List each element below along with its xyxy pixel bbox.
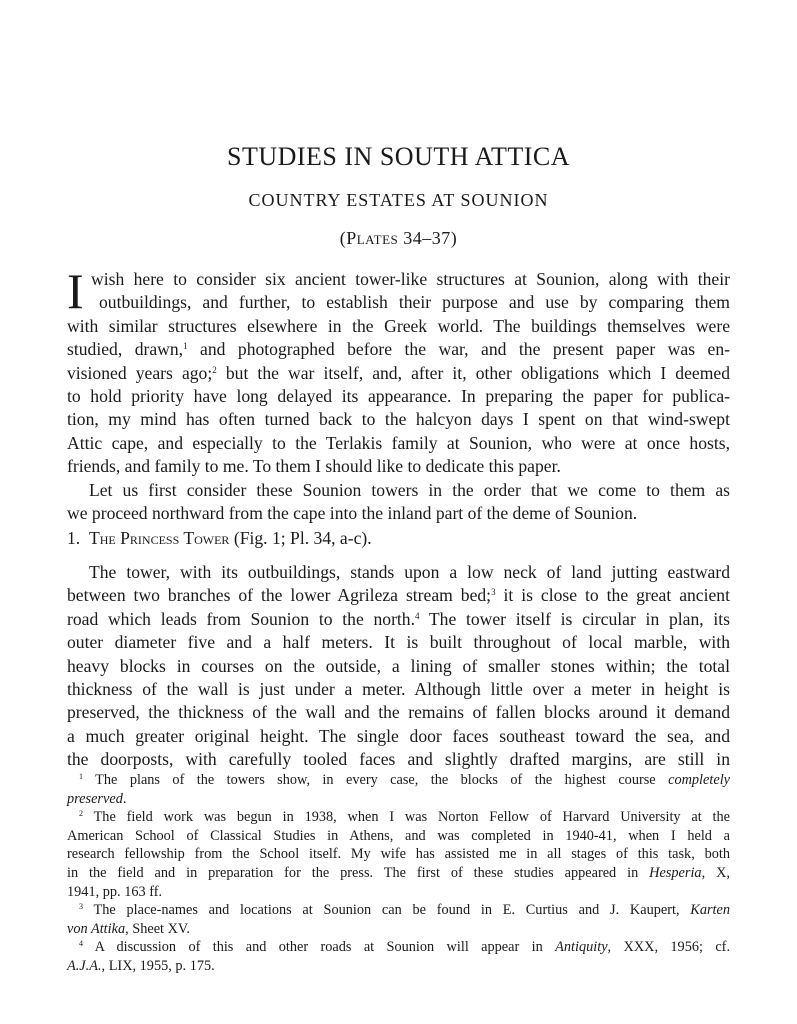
footnote-ref[interactable]: 4 xyxy=(415,610,420,621)
footnote-ref[interactable]: 2 xyxy=(212,364,217,375)
text-line: we proceed northward from the cape into the inland part of the deme of Sounion. xyxy=(67,503,638,524)
section-paragraph xyxy=(67,561,730,772)
section-refs: (Fig. 1; Pl. 34, a-c). xyxy=(233,528,372,548)
text-line: visioned years ago;$^2$ but the war itself, and, after it, other obligations which I deemed xyxy=(67,362,731,383)
footnote-3: $^3$ The place-names and locations at Sounion can be found in E. Curtius and J. Kaupert, Karten xyxy=(79,902,730,919)
text-line: studied, drawn,$^1$ and photographed before the war, and the present paper was en- xyxy=(67,339,730,360)
section-heading: 1. The Princess Tower (Fig. 1; Pl. 34, a-c). xyxy=(67,528,372,548)
text-line: outbuildings, and further, to establish their purpose and use by comparing them xyxy=(99,292,730,313)
footnote-mark: 1 xyxy=(79,772,83,781)
footnote-mark: 3 xyxy=(79,902,83,912)
text-line: a much greater original height. The single door faces southeast toward the sea, and xyxy=(67,725,730,746)
footnote-line: in the field and in preparation for the press. The first of these studies appeared in Hesperia, X, xyxy=(67,864,730,881)
article-title: STUDIES IN SOUTH ATTICA xyxy=(227,142,570,171)
text-line: tion, my mind has often turned back to the halcyon days I spent on that wind-swept xyxy=(67,409,730,430)
footnote-2: $^2$ The field work was begun in 1938, when I was Norton Fellow of Harvard University at the xyxy=(79,809,730,826)
text-line: the doorposts, with carefully tooled faces and slightly drafted margins, are still in xyxy=(67,749,730,770)
text-line: Let us first consider these Sounion towers in the order that we come to them as xyxy=(89,479,730,500)
text-line: wish here to consider six ancient tower-like structures at Sounion, along with their xyxy=(91,269,730,289)
footnote-line: American School of Classical Studies in Athens, and was completed in 1940-41, when I held a xyxy=(67,827,730,844)
plates-reference xyxy=(0,228,797,249)
text-line: The tower, with its outbuildings, stands upon a low neck of land jutting eastward xyxy=(89,562,730,582)
footnote-1: $^1$ The plans of the towers show, in every case, the blocks of the highest course completely xyxy=(79,772,731,788)
article-subtitle: COUNTRY ESTATES AT SOUNION xyxy=(248,190,549,210)
text-line: thickness of the wall is just under a meter. Although little over a meter in height is xyxy=(67,679,730,700)
text-line: between two branches of the lower Agrileza stream bed;$^3$ it is close to the great ancient xyxy=(67,585,730,606)
text-line: friends, and family to me. To them I should like to dedicate this paper. xyxy=(67,456,561,477)
footnotes xyxy=(67,771,730,976)
plates-range: 34–37) xyxy=(403,228,458,248)
footnote-ref[interactable]: 3 xyxy=(491,587,496,598)
text-line: heavy blocks in courses on the outside, a lining of smaller stones within; the total xyxy=(67,655,730,676)
text-line: with similar structures elsewhere in the Greek world. The buildings themselves were xyxy=(67,315,730,336)
footnote-line: research fellowship from the School itself. My wife has assisted me in all stages of this task, both xyxy=(67,846,730,863)
footnote-line: 1941, pp. 163 ff. xyxy=(67,883,163,900)
intro-paragraph xyxy=(67,263,731,525)
footnote-mark: 4 xyxy=(79,939,83,949)
text-line: outer diameter five and a half meters. It is built throughout of local marble, with xyxy=(67,632,730,653)
footnote-line: von Attika, Sheet XV. xyxy=(67,920,190,937)
text-line: preserved, the thickness of the wall and the remains of fallen blocks around it demand xyxy=(67,702,730,723)
footnote-ref[interactable]: 1 xyxy=(183,341,188,352)
footnote-mark: 2 xyxy=(79,809,83,819)
footnote-line: preserved. xyxy=(67,790,127,807)
text-line: road which leads from Sounion to the north.$^4$ The tower itself is circular in plan, its xyxy=(67,608,730,629)
text-line: Attic cape, and especially to the Terlakis family at Sounion, who were at once hosts, xyxy=(67,432,730,453)
plates-word: Plates xyxy=(346,228,399,248)
footnote-4: $^4$ A discussion of this and other roads at Sounion will appear in Antiquity, XXX, 1956; cf. xyxy=(79,939,731,956)
footnote-line: A.J.A., LIX, 1955, p. 175. xyxy=(67,957,215,974)
drop-cap: I xyxy=(67,263,84,319)
text-line: to hold priority have long delayed its appearance. In preparing the paper for publica- xyxy=(67,386,730,407)
section-name: The Princess Tower xyxy=(89,528,230,548)
plates-open: ( xyxy=(339,228,347,248)
